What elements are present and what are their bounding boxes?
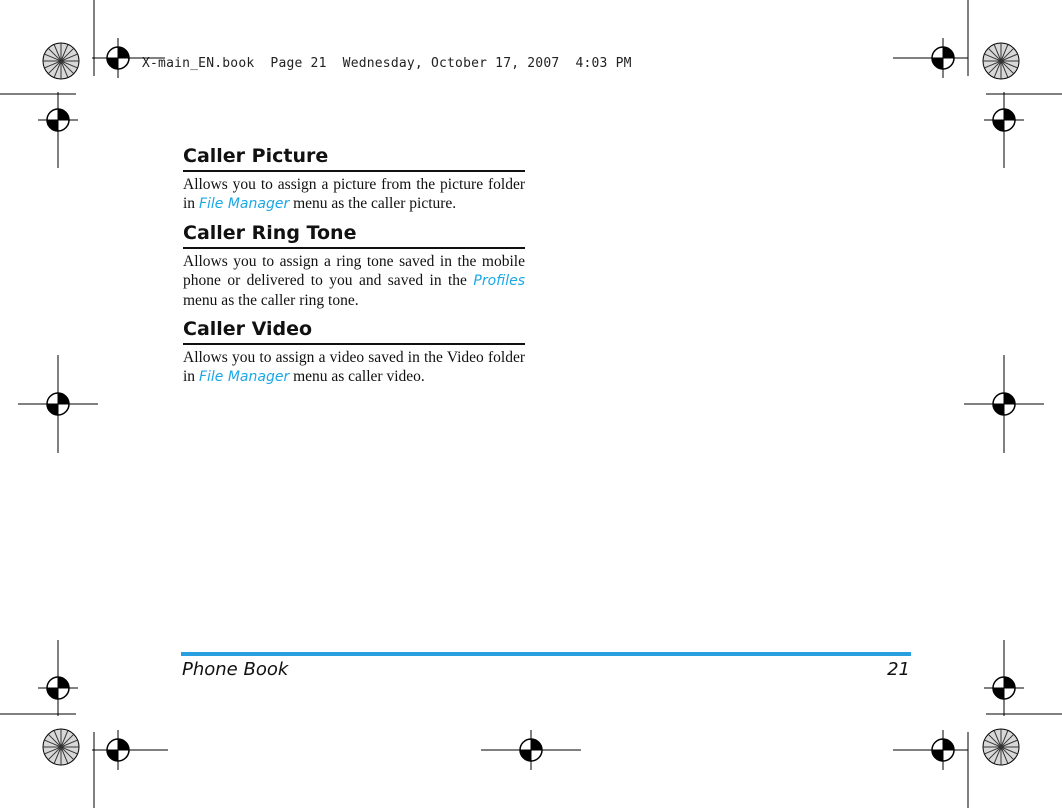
section-title: Caller Picture xyxy=(183,145,525,172)
menu-reference: File Manager xyxy=(198,196,290,212)
content-column xyxy=(183,145,525,395)
body-text: Allows you to assign a video saved in the Video folder in xyxy=(183,349,525,385)
section-body xyxy=(183,348,525,387)
section-caller-ring-tone xyxy=(183,222,525,310)
body-text: Allows you to assign a picture from the picture folder in xyxy=(183,176,525,212)
body-text: menu as the caller ring tone. xyxy=(183,292,359,309)
section-title: Caller Video xyxy=(183,318,525,345)
section-body xyxy=(183,175,525,214)
body-text: menu as the caller picture. xyxy=(289,195,457,212)
section-caller-picture xyxy=(183,145,525,214)
section-caller-video xyxy=(183,318,525,387)
footer-page-number: 21 xyxy=(887,659,910,680)
body-text: menu as caller video. xyxy=(289,368,425,385)
footer-rule xyxy=(181,652,911,656)
menu-reference: Profiles xyxy=(473,273,525,289)
section-body xyxy=(183,252,525,310)
body-text: Allows you to assign a ring tone saved in the mobile phone or delivered to you and saved in the xyxy=(183,253,525,289)
menu-reference: File Manager xyxy=(198,369,290,385)
section-title: Caller Ring Tone xyxy=(183,222,525,249)
footer-chapter-title: Phone Book xyxy=(182,659,289,680)
print-header: X-main_EN.book Page 21 Wednesday, October 17, 2007 4:03 PM xyxy=(142,56,632,71)
